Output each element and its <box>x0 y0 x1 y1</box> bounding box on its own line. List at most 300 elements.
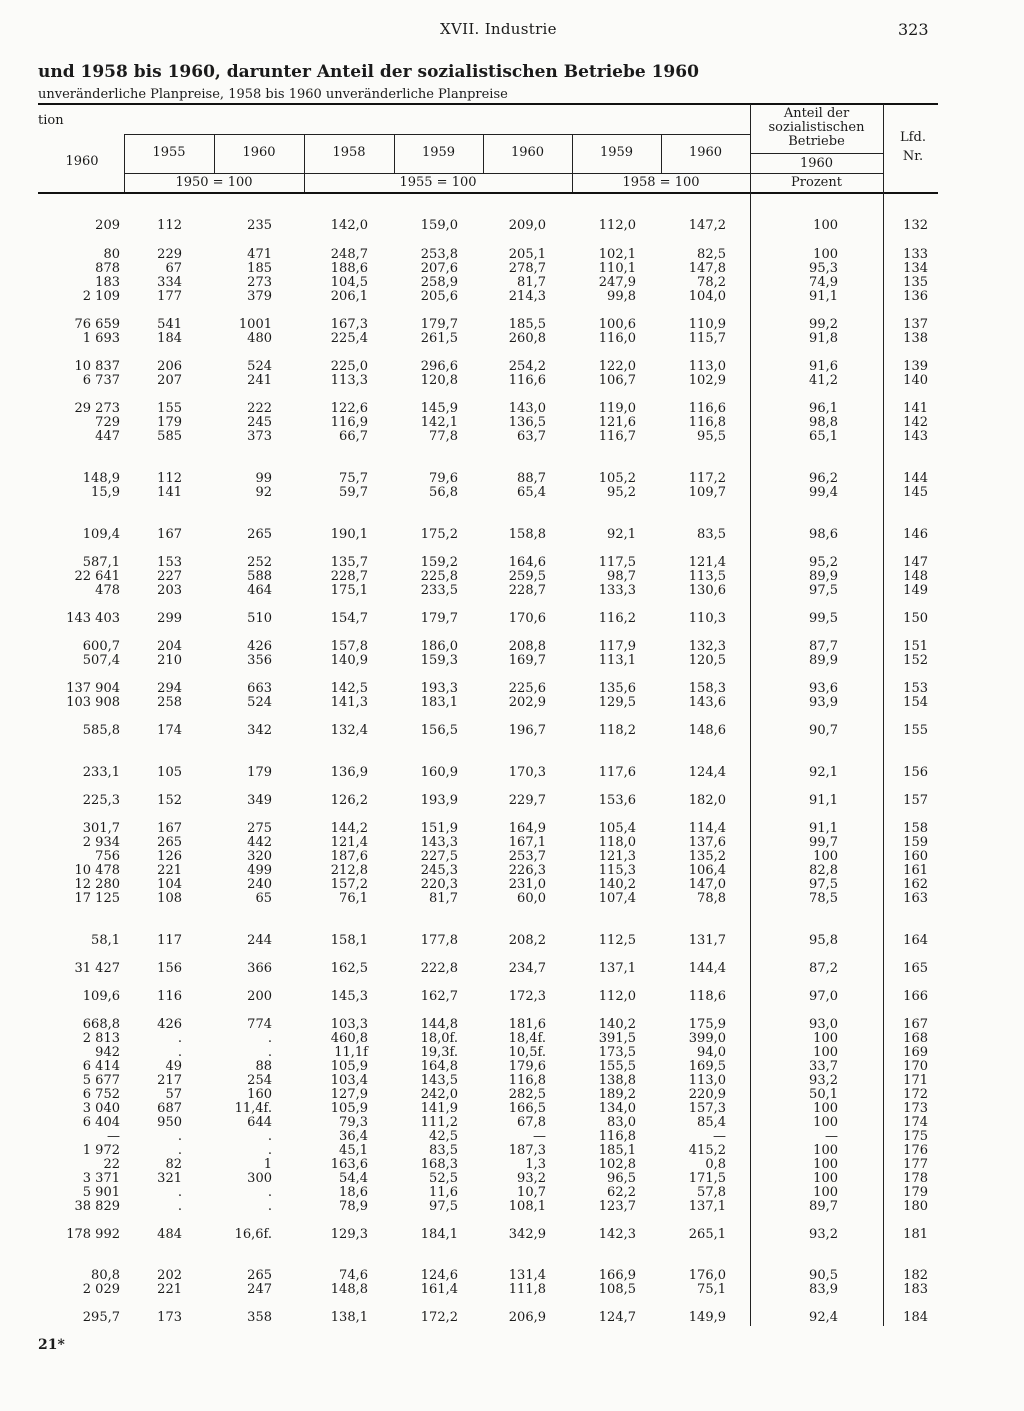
table-cell: 261,5 <box>420 331 458 346</box>
table-cell: 116,8 <box>598 1129 636 1144</box>
table-cell: 193,3 <box>420 681 458 696</box>
table-cell: 148,8 <box>330 1282 368 1297</box>
table-cell: 301,7 <box>82 821 120 836</box>
table-cell: 119,0 <box>598 401 636 416</box>
table-cell: 118,0 <box>598 835 636 850</box>
table-cell: 117,5 <box>598 555 636 570</box>
table-row <box>0 1129 1024 1144</box>
table-row <box>0 1227 1024 1242</box>
table-cell: 95,2 <box>809 555 838 570</box>
table-cell: 5 677 <box>82 1073 120 1088</box>
table-cell: 178 <box>903 1171 928 1186</box>
table-cell: 181 <box>903 1227 928 1242</box>
table-cell: 233,5 <box>420 583 458 598</box>
table-cell: 729 <box>95 415 120 430</box>
header-bottom-rule <box>38 192 938 194</box>
table-cell: 160,9 <box>420 765 458 780</box>
table-cell: — <box>713 1129 726 1144</box>
table-cell: 464 <box>247 583 272 598</box>
table-cell: 78,5 <box>809 891 838 906</box>
table-cell: 278,7 <box>508 261 546 276</box>
table-cell: 156,5 <box>420 723 458 738</box>
table-cell: 600,7 <box>82 639 120 654</box>
table-cell: 75,7 <box>339 471 368 486</box>
table-cell: 79,6 <box>429 471 458 486</box>
table-cell: 100 <box>813 1101 838 1116</box>
table-cell: 80,8 <box>91 1268 120 1283</box>
table-cell: 193,9 <box>420 793 458 808</box>
table-cell: 207 <box>157 373 182 388</box>
table-cell: 100 <box>813 1185 838 1200</box>
table-cell: 100 <box>813 849 838 864</box>
footer-mark: 21* <box>38 1337 65 1353</box>
table-cell: 100 <box>813 1115 838 1130</box>
table-cell: 105,9 <box>330 1059 368 1074</box>
table-cell: 33,7 <box>809 1059 838 1074</box>
table-cell: 102,1 <box>598 247 636 262</box>
table-cell: 756 <box>95 849 120 864</box>
table-cell: 172 <box>903 1087 928 1102</box>
table-cell: 41,2 <box>809 373 838 388</box>
table-cell: 87,2 <box>809 961 838 976</box>
header-lfd: Lfd. <box>900 130 926 145</box>
table-cell: 212,8 <box>330 863 368 878</box>
table-cell: 225,4 <box>330 331 368 346</box>
table-cell: . <box>177 1045 182 1060</box>
table-cell: 235 <box>247 218 272 233</box>
table-cell: 379 <box>247 289 272 304</box>
table-cell: 67,8 <box>517 1115 546 1130</box>
table-cell: 108,5 <box>598 1282 636 1297</box>
table-cell: 209 <box>95 218 120 233</box>
table-row <box>0 1268 1024 1283</box>
table-cell: 99,7 <box>809 835 838 850</box>
table-cell: 83,5 <box>429 1143 458 1158</box>
table-cell: 220,3 <box>420 877 458 892</box>
table-cell: 15,9 <box>91 485 120 500</box>
table-cell: 42,5 <box>429 1129 458 1144</box>
header-year-1960a: 1960 <box>242 145 276 160</box>
table-cell: 116,2 <box>598 611 636 626</box>
table-cell: 167 <box>157 821 182 836</box>
table-cell: 585 <box>157 429 182 444</box>
table-cell: 108,1 <box>508 1199 546 1214</box>
table-cell: 185 <box>247 261 272 276</box>
table-cell: 78,8 <box>697 891 726 906</box>
table-cell: 176,0 <box>688 1268 726 1283</box>
table-cell: 174 <box>157 723 182 738</box>
table-cell: 18,4f. <box>508 1031 546 1046</box>
table-cell: 156 <box>903 765 928 780</box>
table-cell: 116,7 <box>598 429 636 444</box>
table-cell: 202,9 <box>508 695 546 710</box>
table-cell: 52,5 <box>429 1171 458 1186</box>
table-cell: 83,5 <box>697 527 726 542</box>
table-row <box>0 1171 1024 1186</box>
table-cell: 155 <box>157 401 182 416</box>
table-cell: 121,4 <box>688 555 726 570</box>
table-cell: 6 404 <box>82 1115 120 1130</box>
table-cell: 122,6 <box>330 401 368 416</box>
table-cell: 248,7 <box>330 247 368 262</box>
table-cell: 143,0 <box>508 401 546 416</box>
table-cell: 124,6 <box>420 1268 458 1283</box>
page-number: 323 <box>898 20 929 39</box>
table-cell: 478 <box>95 583 120 598</box>
table-cell: 165 <box>903 961 928 976</box>
table-cell: 100 <box>813 247 838 262</box>
table-cell: 244 <box>247 933 272 948</box>
table-row <box>0 989 1024 1004</box>
header-base-1950: 1950 = 100 <box>175 175 253 190</box>
table-cell: 391,5 <box>598 1031 636 1046</box>
table-row <box>0 1031 1024 1046</box>
table-cell: 159,2 <box>420 555 458 570</box>
table-row <box>0 275 1024 290</box>
table-cell: 132,4 <box>330 723 368 738</box>
header-anteil-line3: Betriebe <box>788 134 845 149</box>
table-cell: 109,7 <box>688 485 726 500</box>
table-cell: 167,1 <box>508 835 546 850</box>
table-cell: 88,7 <box>517 471 546 486</box>
table-cell: 92,4 <box>809 1310 838 1325</box>
table-cell: 159,0 <box>420 218 458 233</box>
table-cell: 153 <box>157 555 182 570</box>
table-cell: 399,0 <box>688 1031 726 1046</box>
table-cell: 131,7 <box>688 933 726 948</box>
table-cell: 105,4 <box>598 821 636 836</box>
table-cell: 184 <box>157 331 182 346</box>
table-cell: 107,4 <box>598 891 636 906</box>
table-cell: 171,5 <box>688 1171 726 1186</box>
table-cell: 89,9 <box>809 653 838 668</box>
table-cell: 92,1 <box>809 765 838 780</box>
table-cell: 273 <box>247 275 272 290</box>
table-cell: 358 <box>247 1310 272 1325</box>
table-cell: 484 <box>157 1227 182 1242</box>
header-anteil-year: 1960 <box>799 156 834 171</box>
table-cell: 145 <box>903 485 928 500</box>
table-row <box>0 415 1024 430</box>
table-cell: 118,2 <box>598 723 636 738</box>
table-cell: 140 <box>903 373 928 388</box>
table-cell: 167 <box>903 1017 928 1032</box>
table-cell: 103 908 <box>66 695 120 710</box>
table-cell: 109,6 <box>82 989 120 1004</box>
table-cell: 113,1 <box>598 653 636 668</box>
table-cell: 3 371 <box>82 1171 120 1186</box>
table-cell: 2 109 <box>82 289 120 304</box>
table-cell: 29 273 <box>74 401 120 416</box>
table-cell: 54,4 <box>339 1171 368 1186</box>
table-cell: 147,2 <box>688 218 726 233</box>
base-row-rule <box>124 173 750 174</box>
table-cell: 100,6 <box>598 317 636 332</box>
header-year-1960c: 1960 <box>688 145 723 160</box>
table-cell: 187,6 <box>330 849 368 864</box>
table-cell: 95,2 <box>607 485 636 500</box>
table-cell: 950 <box>157 1115 182 1130</box>
table-cell: 123,7 <box>598 1199 636 1214</box>
table-cell: 206,9 <box>508 1310 546 1325</box>
table-cell: 241 <box>247 373 272 388</box>
header-nr: Nr. <box>902 149 924 164</box>
table-cell: 205,1 <box>508 247 546 262</box>
table-cell: 480 <box>247 331 272 346</box>
table-cell: 116,0 <box>598 331 636 346</box>
table-cell: 116,6 <box>508 373 546 388</box>
table-row <box>0 933 1024 948</box>
table-cell: 143,5 <box>420 1073 458 1088</box>
table-row <box>0 681 1024 696</box>
table-cell: 209,0 <box>508 218 546 233</box>
table-cell: 38 829 <box>74 1199 120 1214</box>
table-cell: 265,1 <box>688 1227 726 1242</box>
table-cell: 96,1 <box>809 401 838 416</box>
table-cell: . <box>267 1199 272 1214</box>
table-cell: 100 <box>813 218 838 233</box>
table-cell: 228,7 <box>330 569 368 584</box>
table-cell: 116,9 <box>330 415 368 430</box>
table-row <box>0 1185 1024 1200</box>
table-cell: 120,8 <box>420 373 458 388</box>
table-cell: 95,3 <box>809 261 838 276</box>
table-cell: 98,7 <box>607 569 636 584</box>
table-cell: 10 478 <box>74 863 120 878</box>
table-cell: 177 <box>903 1157 928 1172</box>
table-cell: 160 <box>903 849 928 864</box>
table-cell: 2 813 <box>82 1031 120 1046</box>
table-cell: 111,2 <box>420 1115 458 1130</box>
table-cell: — <box>825 1129 838 1144</box>
table-cell: 142,3 <box>598 1227 636 1242</box>
table-cell: 142,0 <box>330 218 368 233</box>
table-cell: 141,3 <box>330 695 368 710</box>
table-row <box>0 765 1024 780</box>
table-cell: 108 <box>157 891 182 906</box>
header-tion: tion <box>38 113 64 128</box>
table-cell: 82 <box>165 1157 182 1172</box>
table-cell: 144,8 <box>420 1017 458 1032</box>
table-cell: 231,0 <box>508 877 546 892</box>
table-cell: 176 <box>903 1143 928 1158</box>
table-cell: 349 <box>247 793 272 808</box>
table-cell: 100 <box>813 1157 838 1172</box>
table-cell: 158,3 <box>688 681 726 696</box>
table-cell: 143 403 <box>66 611 120 626</box>
table-cell: 99,8 <box>607 289 636 304</box>
table-cell: 253,7 <box>508 849 546 864</box>
table-cell: 144,2 <box>330 821 368 836</box>
table-cell: 103,4 <box>330 1073 368 1088</box>
table-row <box>0 331 1024 346</box>
table-cell: 1001 <box>238 317 272 332</box>
table-row <box>0 1310 1024 1325</box>
table-cell: 65,1 <box>809 429 838 444</box>
table-cell: 148,6 <box>688 723 726 738</box>
table-cell: 81,7 <box>429 891 458 906</box>
table-cell: 524 <box>247 359 272 374</box>
table-cell: 253,8 <box>420 247 458 262</box>
table-cell: 207,6 <box>420 261 458 276</box>
table-cell: 138,1 <box>330 1310 368 1325</box>
table-cell: 460,8 <box>330 1031 368 1046</box>
table-cell: 155 <box>903 723 928 738</box>
table-cell: 138 <box>903 331 928 346</box>
table-cell: 188,6 <box>330 261 368 276</box>
table-cell: 942 <box>95 1045 120 1060</box>
table-cell: 179 <box>247 765 272 780</box>
table-cell: 145,9 <box>420 401 458 416</box>
table-cell: 122,0 <box>598 359 636 374</box>
table-cell: 164 <box>903 933 928 948</box>
table-cell: 447 <box>95 429 120 444</box>
table-cell: 163,6 <box>330 1157 368 1172</box>
table-cell: 12 280 <box>74 877 120 892</box>
table-cell: 17 125 <box>74 891 120 906</box>
table-cell: 100 <box>813 1045 838 1060</box>
table-cell: 114,4 <box>688 821 726 836</box>
table-cell: 83,0 <box>607 1115 636 1130</box>
anteil-rule-2 <box>750 173 883 174</box>
table-cell: 190,1 <box>330 527 368 542</box>
table-cell: 152 <box>157 793 182 808</box>
table-row <box>0 1073 1024 1088</box>
table-cell: 121,4 <box>330 835 368 850</box>
table-row <box>0 1199 1024 1214</box>
table-row <box>0 1101 1024 1116</box>
table-cell: 18,0f. <box>420 1031 458 1046</box>
table-cell: 265 <box>247 527 272 542</box>
table-cell: 258,9 <box>420 275 458 290</box>
table-cell: 144 <box>903 471 928 486</box>
header-base-1958: 1958 = 100 <box>622 175 700 190</box>
table-cell: 157,2 <box>330 877 368 892</box>
table-cell: 91,1 <box>809 289 838 304</box>
table-cell: 163 <box>903 891 928 906</box>
table-cell: . <box>177 1031 182 1046</box>
table-cell: 56,8 <box>429 485 458 500</box>
table-cell: 99,2 <box>809 317 838 332</box>
table-cell: 104,5 <box>330 275 368 290</box>
table-cell: 100 <box>813 1031 838 1046</box>
table-cell: 95,5 <box>697 429 726 444</box>
table-cell: 124,7 <box>598 1310 636 1325</box>
table-cell: 587,1 <box>82 555 120 570</box>
table-cell: 135 <box>903 275 928 290</box>
table-cell: 294 <box>157 681 182 696</box>
table-cell: 275 <box>247 821 272 836</box>
header-mid-rule <box>124 134 750 135</box>
table-cell: 132,3 <box>688 639 726 654</box>
top-rule <box>38 103 938 105</box>
table-cell: — <box>107 1129 120 1144</box>
table-cell: 245,3 <box>420 863 458 878</box>
table-cell: 206,1 <box>330 289 368 304</box>
table-cell: 220,9 <box>688 1087 726 1102</box>
table-cell: 164,6 <box>508 555 546 570</box>
table-cell: . <box>267 1129 272 1144</box>
table-cell: 18,6 <box>339 1185 368 1200</box>
table-cell: 11,1f <box>334 1045 368 1060</box>
table-cell: 106,7 <box>598 373 636 388</box>
table-cell: 74,9 <box>809 275 838 290</box>
table-cell: 92 <box>255 485 272 500</box>
table-row <box>0 401 1024 416</box>
table-cell: . <box>177 1199 182 1214</box>
header-year-1959a: 1959 <box>421 145 456 160</box>
table-cell: 105 <box>157 765 182 780</box>
table-cell: 265 <box>157 835 182 850</box>
table-cell: 45,1 <box>339 1143 368 1158</box>
table-row <box>0 359 1024 374</box>
table-cell: 102,9 <box>688 373 726 388</box>
table-cell: 115,3 <box>598 863 636 878</box>
table-cell: 229,7 <box>508 793 546 808</box>
table-row <box>0 569 1024 584</box>
table-row <box>0 261 1024 276</box>
table-cell: 154,7 <box>330 611 368 626</box>
table-cell: 162,7 <box>420 989 458 1004</box>
table-cell: 588 <box>247 569 272 584</box>
table-cell: 181,6 <box>508 1017 546 1032</box>
table-cell: . <box>267 1185 272 1200</box>
table-cell: 126,2 <box>330 793 368 808</box>
table-cell: 87,7 <box>809 639 838 654</box>
table-cell: 67 <box>165 261 182 276</box>
table-cell: 127,9 <box>330 1087 368 1102</box>
table-title: und 1958 bis 1960, darunter Anteil der sozialistischen Betriebe 1960 <box>38 62 699 82</box>
table-cell: 182,0 <box>688 793 726 808</box>
table-cell: 0,8 <box>705 1157 726 1172</box>
table-cell: 225,8 <box>420 569 458 584</box>
table-cell: 160 <box>247 1087 272 1102</box>
table-row <box>0 1059 1024 1074</box>
table-cell: 97,5 <box>809 583 838 598</box>
table-cell: 19,3f. <box>420 1045 458 1060</box>
table-cell: 97,5 <box>809 877 838 892</box>
table-cell: 126 <box>157 849 182 864</box>
table-cell: 93,2 <box>809 1073 838 1088</box>
table-cell: 91,8 <box>809 331 838 346</box>
header-col0-year: 1960 <box>65 154 99 169</box>
table-cell: 57,8 <box>697 1185 726 1200</box>
table-row <box>0 583 1024 598</box>
table-cell: 130,6 <box>688 583 726 598</box>
table-cell: . <box>267 1045 272 1060</box>
table-cell: 93,0 <box>809 1017 838 1032</box>
table-cell: 185,5 <box>508 317 546 332</box>
table-cell: 6 752 <box>82 1087 120 1102</box>
table-cell: 254,2 <box>508 359 546 374</box>
table-cell: 104 <box>157 877 182 892</box>
table-cell: 167 <box>157 527 182 542</box>
table-cell: 170 <box>903 1059 928 1074</box>
table-cell: 162,5 <box>330 961 368 976</box>
table-row <box>0 891 1024 906</box>
table-cell: 93,2 <box>517 1171 546 1186</box>
table-row <box>0 877 1024 892</box>
table-cell: 92,1 <box>607 527 636 542</box>
table-cell: 111,8 <box>508 1282 546 1297</box>
table-row <box>0 1157 1024 1172</box>
table-cell: 135,2 <box>688 849 726 864</box>
table-cell: 50,1 <box>809 1087 838 1102</box>
table-cell: 258 <box>157 695 182 710</box>
table-cell: 173,5 <box>598 1045 636 1060</box>
table-cell: 342 <box>247 723 272 738</box>
table-cell: 168 <box>903 1031 928 1046</box>
